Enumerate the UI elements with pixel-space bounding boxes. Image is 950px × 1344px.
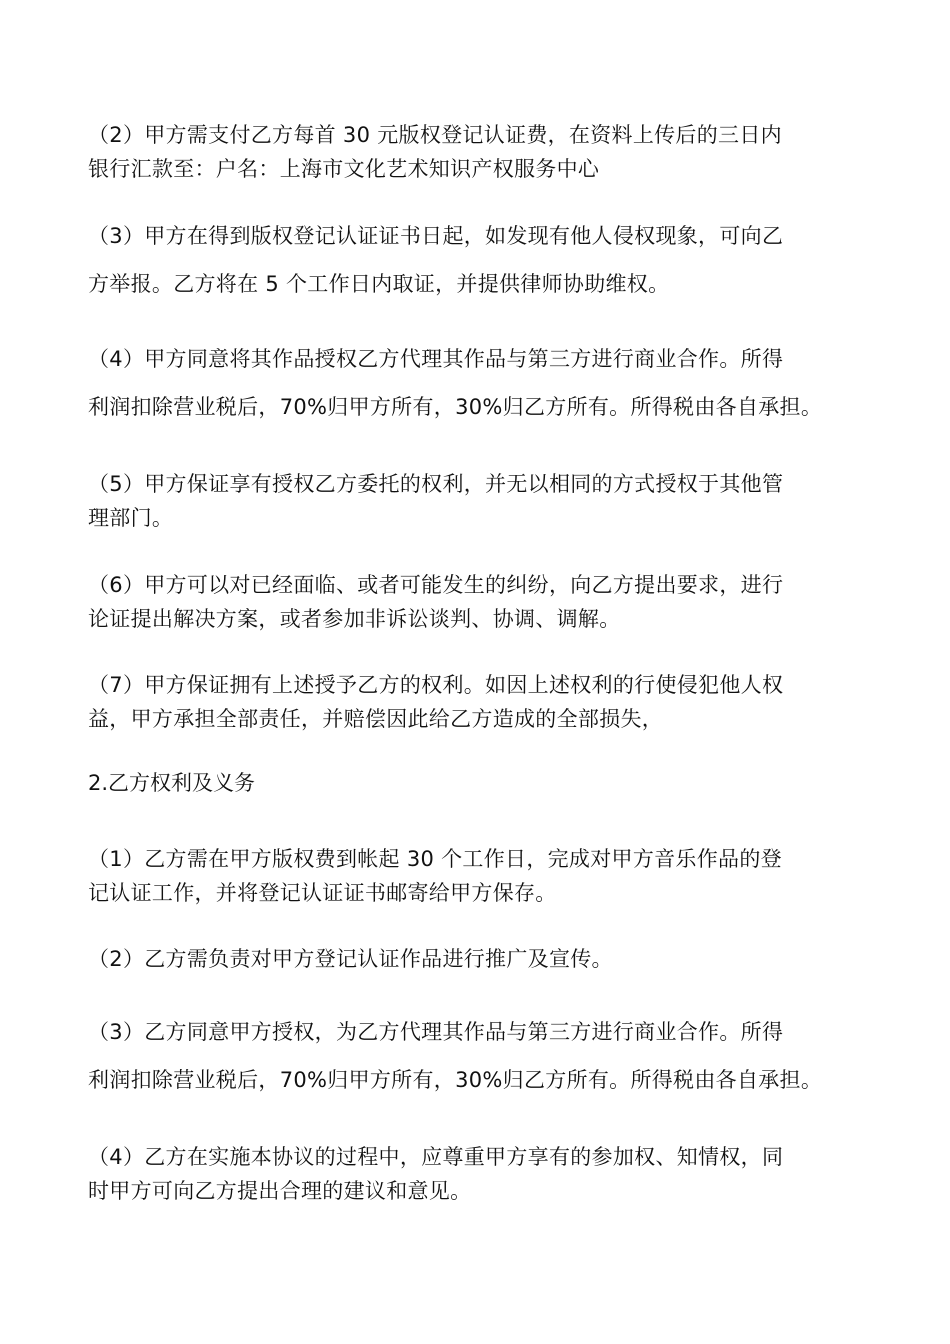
paragraph-line: （1）乙方需在甲方版权费到帐起 30 个工作日，完成对甲方音乐作品的登 <box>88 847 782 871</box>
paragraph-line: （4）甲方同意将其作品授权乙方代理其作品与第三方进行商业合作。所得 <box>88 347 784 371</box>
paragraph-line: 利润扣除营业税后，70%归甲方所有，30%归乙方所有。所得税由各自承担。 <box>88 1068 823 1092</box>
paragraph-line: 论证提出解决方案，或者参加非诉讼谈判、协调、调解。 <box>88 607 621 631</box>
paragraph-line: （4）乙方在实施本协议的过程中，应尊重甲方享有的参加权、知情权，同 <box>88 1145 784 1169</box>
section-heading: 2.乙方权利及义务 <box>88 771 256 795</box>
party-a-item-3 <box>88 212 888 308</box>
paragraph-line: 银行汇款至：户名：上海市文化艺术知识产权服务中心 <box>88 157 600 181</box>
paragraph-line: （3）甲方在得到版权登记认证证书日起，如发现有他人侵权现象，可向乙 <box>88 224 784 248</box>
party-a-item-7 <box>88 668 888 736</box>
paragraph-line: （2）甲方需支付乙方每首 30 元版权登记认证费，在资料上传后的三日内 <box>88 123 782 147</box>
paragraph-line: 方举报。乙方将在 5 个工作日内取证，并提供律师协助维权。 <box>88 272 670 296</box>
paragraph-line: 理部门。 <box>88 506 174 530</box>
paragraph-line: 时甲方可向乙方提出合理的建议和意见。 <box>88 1179 472 1203</box>
party-b-item-1 <box>88 842 888 910</box>
party-b-item-2 <box>88 942 888 976</box>
paragraph-line: （2）乙方需负责对甲方登记认证作品进行推广及宣传。 <box>88 947 613 971</box>
party-a-item-6 <box>88 568 888 636</box>
paragraph-line: （5）甲方保证享有授权乙方委托的权利，并无以相同的方式授权于其他管 <box>88 472 784 496</box>
paragraph-line: 益，甲方承担全部责任，并赔偿因此给乙方造成的全部损失， <box>88 707 664 731</box>
party-b-item-4 <box>88 1140 888 1208</box>
paragraph-line: 利润扣除营业税后，70%归甲方所有，30%归乙方所有。所得税由各自承担。 <box>88 395 823 419</box>
paragraph-line: 记认证工作，并将登记认证证书邮寄给甲方保存。 <box>88 881 557 905</box>
party-a-item-5 <box>88 467 888 535</box>
party-b-item-3 <box>88 1008 888 1104</box>
paragraph-line: （7）甲方保证拥有上述授予乙方的权利。如因上述权利的行使侵犯他人权 <box>88 673 784 697</box>
party-a-item-4 <box>88 335 888 431</box>
party-a-item-2 <box>88 118 888 186</box>
paragraph-line: （6）甲方可以对已经面临、或者可能发生的纠纷，向乙方提出要求，进行 <box>88 573 784 597</box>
paragraph-line: （3）乙方同意甲方授权，为乙方代理其作品与第三方进行商业合作。所得 <box>88 1020 784 1044</box>
